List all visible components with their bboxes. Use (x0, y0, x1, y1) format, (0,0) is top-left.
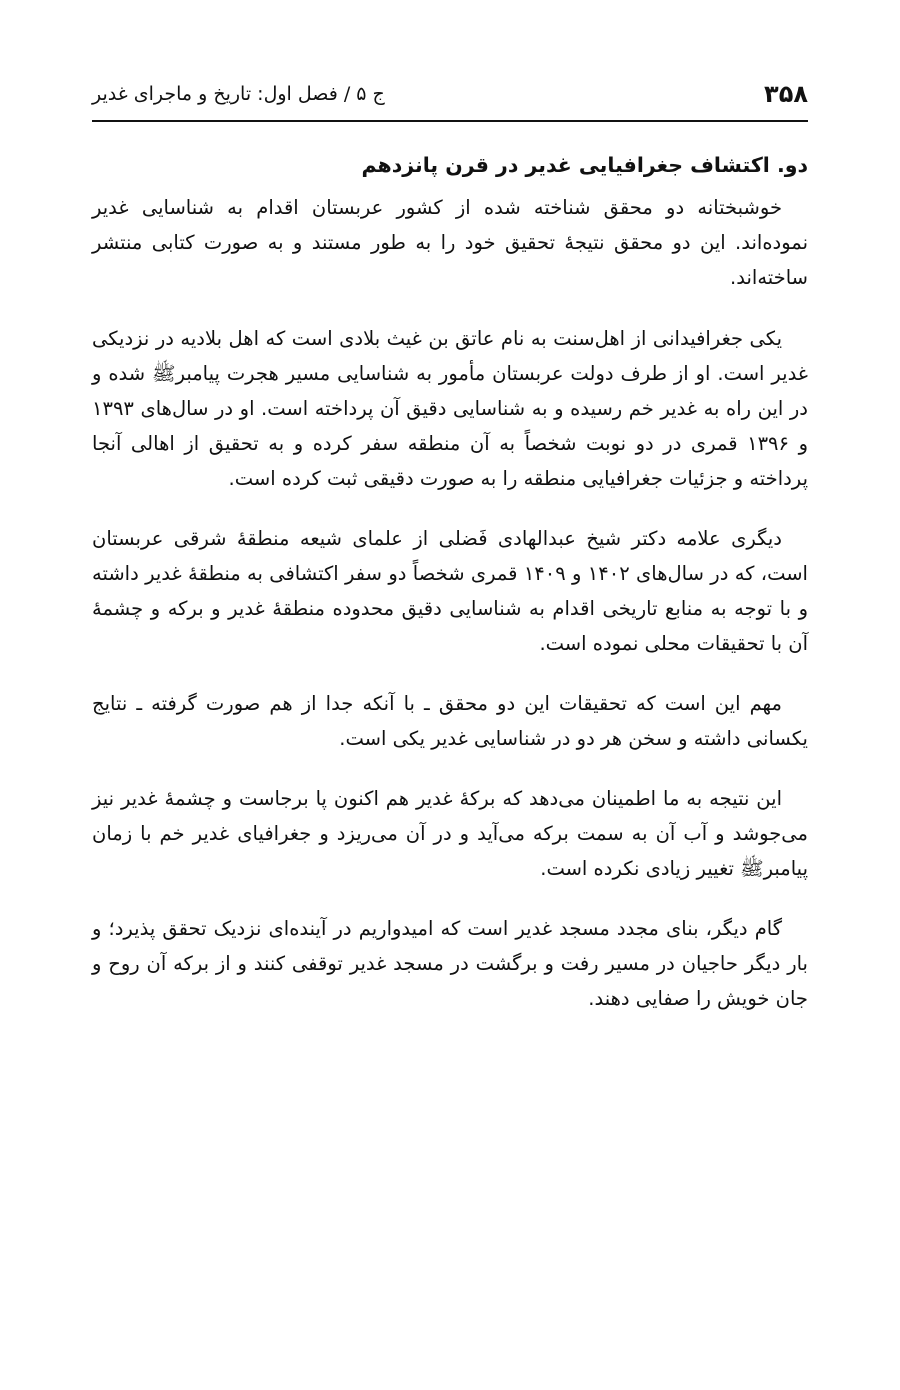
paragraph-next-step: گام دیگر، بنای مجدد مسجد غدیر است که امیدواریم در آینده‌ای نزدیک تحقق پذیرد؛ و بار دیگر حاجیان در مسیر رفت و برگشت در مسجد غدیر توقفی کنند و از برکه آن روح و جان خویش را صفایی دهند. (92, 917, 808, 1010)
paragraph-second-researcher: دیگری علامه دکتر شیخ عبدالهادی فَضلی از علمای شیعه منطقهٔ شرقی عربستان است، که در سال‌های ۱۴۰۲ و ۱۴۰۹ قمری شخصاً دو سفر اکتشافی به منطقهٔ غدیر داشته و با توجه به منابع تاریخی اقدام به شناسایی دقیق محدوده منطقهٔ غدیر و برکه و چشمهٔ آن با تحقیقات محلی نموده است. (92, 527, 808, 655)
paragraph-intro: خوشبختانه دو محقق شناخته شده از کشور عربستان اقدام به شناسایی غدیر نموده‌اند. این دو محقق نتیجهٔ تحقیق خود را به طور مستند و به صورت کتابی منتشر ساخته‌اند. (92, 196, 808, 289)
running-header (92, 72, 808, 116)
page-number: ۳۵۸ (764, 80, 808, 108)
page-body (92, 150, 808, 1041)
header-divider (92, 120, 808, 122)
chapter-title: ج ۵ / فصل اول: تاریخ و ماجرای غدیر (92, 83, 385, 105)
paragraph-consensus: مهم این است که تحقیقات این دو محقق ـ با آنکه جدا از هم صورت گرفته ـ نتایج یکسانی داشته و سخن هر دو در شناسایی غدیر یکی است. (92, 692, 808, 750)
section-heading: دو. اکتشاف جغرافیایی غدیر در قرن پانزدهم (361, 153, 808, 177)
paragraph-first-researcher: یکی جغرافیدانی از اهل‌سنت به نام عاتق بن غیث بلادی است که اهل بلادیه در نزدیکی غدیر است. او از طرف دولت عربستان مأمور به شناسایی مسیر هجرت پیامبرﷺ شده و در این راه به غدیر خم رسیده و به شناسایی دقیق آن پرداخته است. او در سال‌های ۱۳۹۳ و ۱۳۹۶ قمری در دو نوبت شخصاً به آن منطقه سفر کرده و به تحقیق از اهالی آنجا پرداخته و جزئیات جغرافیایی منطقه را به صورت دقیقی ثبت کرده است. (92, 327, 808, 490)
paragraph-conclusion: این نتیجه به ما اطمینان می‌دهد که برکهٔ غدیر هم اکنون پا برجاست و چشمهٔ غدیر نیز می‌جوشد و آب آن به سمت برکه می‌آید و در آن می‌ریزد و جغرافیای غدیر خم با زمان پیامبرﷺ تغییر زیادی نکرده است. (92, 787, 808, 880)
